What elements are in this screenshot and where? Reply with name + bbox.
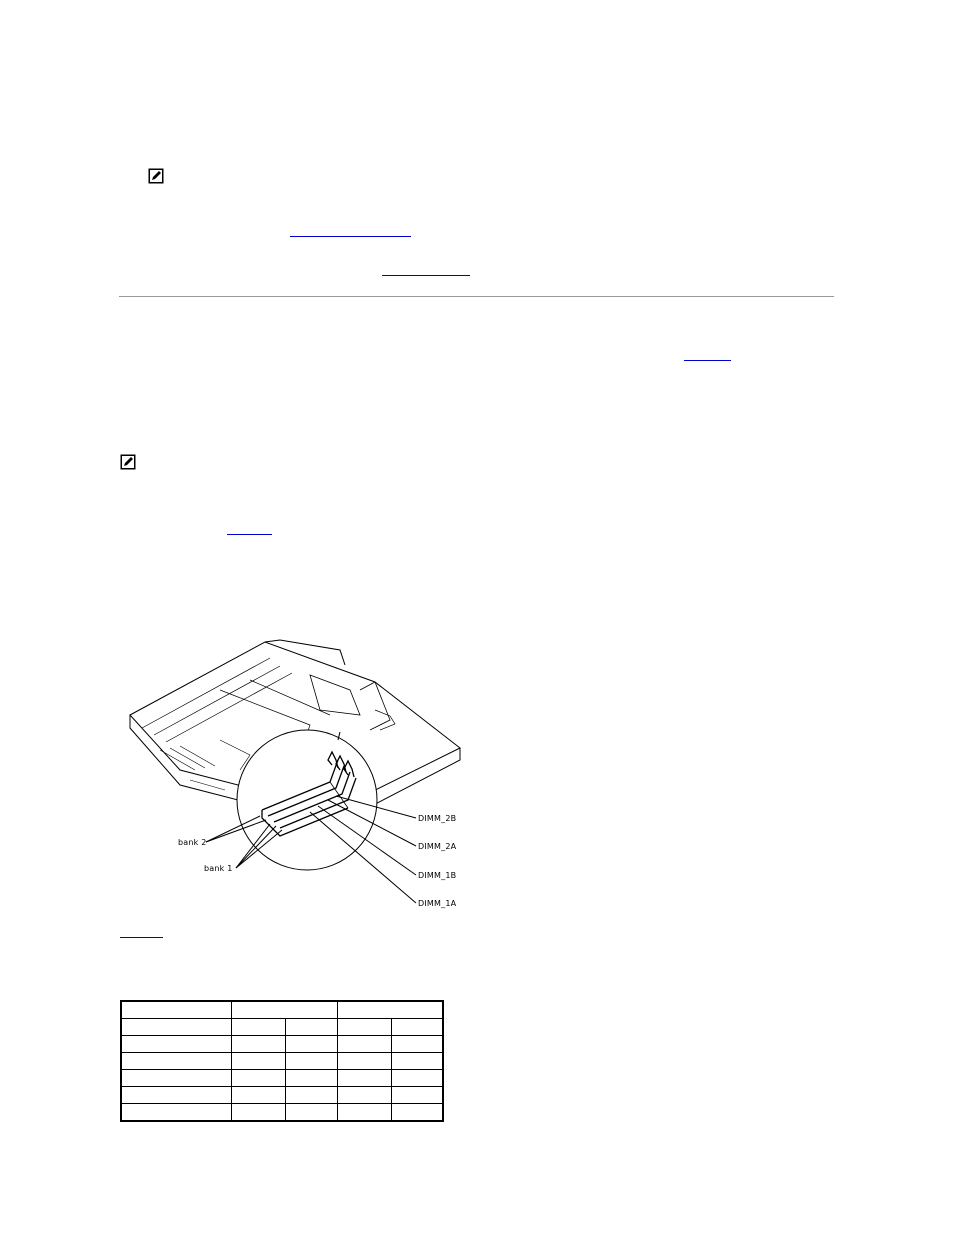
- table-cell: [285, 1019, 337, 1036]
- table-cell: [391, 1104, 443, 1122]
- table-cell: [121, 1019, 231, 1036]
- table-cell: [337, 1019, 391, 1036]
- table-cell: [285, 1053, 337, 1070]
- table-cell: [231, 1019, 285, 1036]
- table-cell: [231, 1104, 285, 1122]
- dimm-1a-label: DIMM_1A: [418, 899, 457, 908]
- table-cell: [337, 1036, 391, 1053]
- table-cell: [121, 1053, 231, 1070]
- dimm-2a-label: DIMM_2A: [418, 842, 457, 851]
- figure-reference-link[interactable]: [684, 360, 731, 361]
- table-cell: [285, 1104, 337, 1122]
- table-cell: [337, 1070, 391, 1087]
- table-row: [121, 1070, 443, 1087]
- dimm-2b-label: DIMM_2B: [418, 814, 457, 823]
- bank-1-label: bank 1: [204, 864, 233, 873]
- table-cell: [231, 1036, 285, 1053]
- table-cell: [285, 1036, 337, 1053]
- table-cell: [121, 1070, 231, 1087]
- table-cell: [285, 1070, 337, 1087]
- table-cell: [391, 1053, 443, 1070]
- pencil-note-icon: [148, 168, 164, 184]
- bank-2-label: bank 2: [178, 838, 207, 847]
- table-cell: [337, 1087, 391, 1104]
- memory-configuration-table: [120, 1000, 444, 1122]
- table-cell: [121, 1001, 231, 1019]
- table-cell: [231, 1070, 285, 1087]
- table-row: [121, 1036, 443, 1053]
- cross-reference-link[interactable]: [382, 275, 470, 276]
- table-cell: [121, 1087, 231, 1104]
- dimm-1b-label: DIMM_1B: [418, 871, 457, 880]
- table-cell: [285, 1087, 337, 1104]
- pencil-note-icon: [120, 454, 136, 470]
- table-row: [121, 1053, 443, 1070]
- table-subheader-row: [121, 1019, 443, 1036]
- table-cell: [231, 1087, 285, 1104]
- section-divider: [119, 296, 834, 297]
- back-to-top-link[interactable]: [120, 937, 163, 938]
- table-cell: [391, 1036, 443, 1053]
- table-cell: [391, 1019, 443, 1036]
- table-cell: [231, 1001, 337, 1019]
- table-cell: [337, 1104, 391, 1122]
- table-cell: [337, 1053, 391, 1070]
- table-cell: [337, 1001, 443, 1019]
- table-cell: [231, 1053, 285, 1070]
- table-cell: [121, 1104, 231, 1122]
- table-cell: [121, 1036, 231, 1053]
- table-header-row: [121, 1001, 443, 1019]
- table-cell: [391, 1087, 443, 1104]
- table-row: [121, 1104, 443, 1122]
- cross-reference-link[interactable]: [290, 236, 411, 237]
- memory-sockets-diagram: [120, 620, 480, 915]
- table-reference-link[interactable]: [227, 534, 272, 535]
- table-row: [121, 1087, 443, 1104]
- table-cell: [391, 1070, 443, 1087]
